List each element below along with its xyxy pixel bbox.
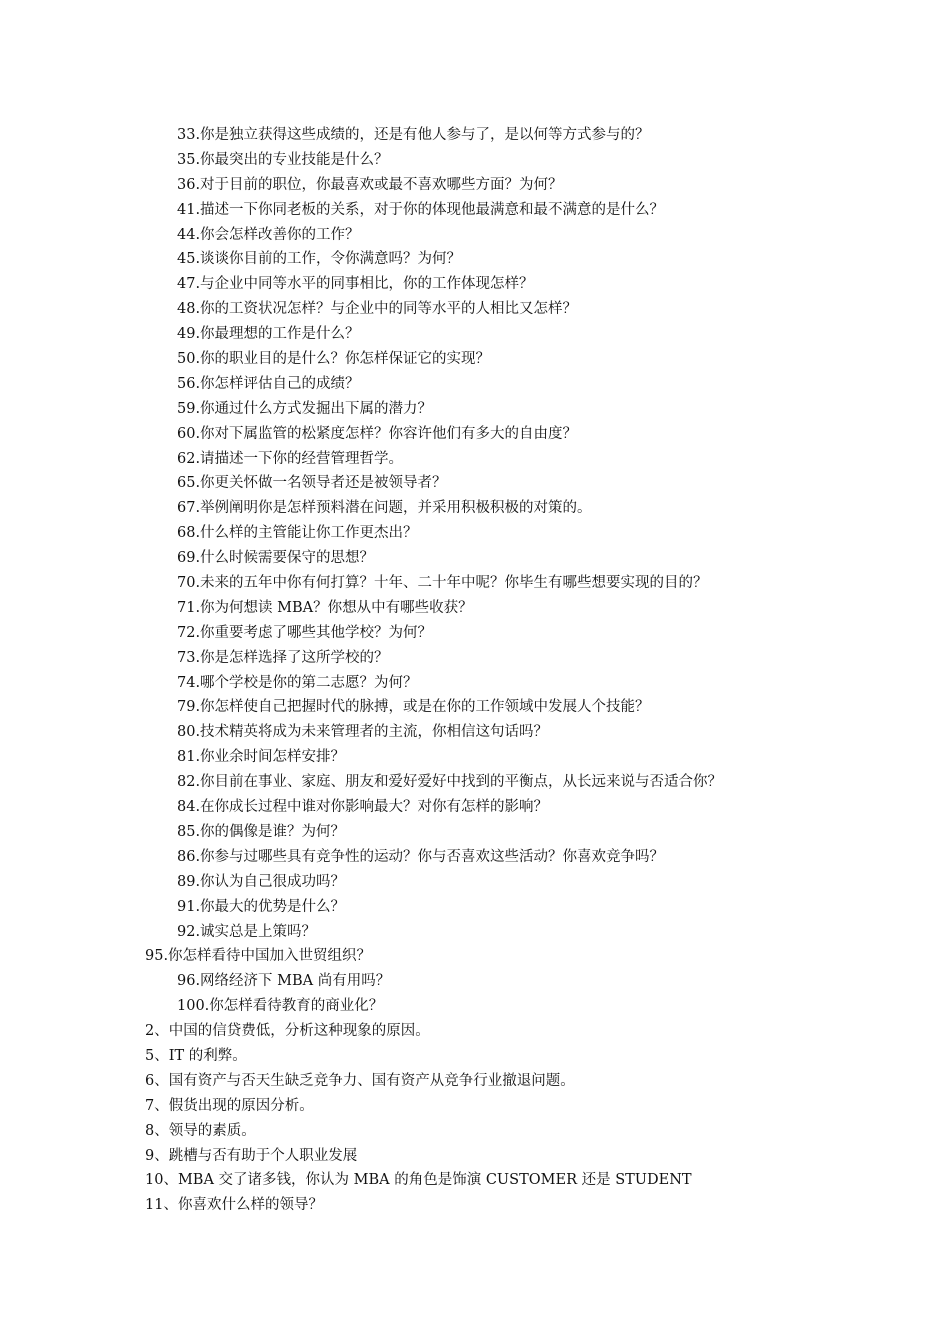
list-item: 59.你通过什么方式发掘出下属的潜力？ (177, 400, 433, 417)
list-item: 67.举例阐明你是怎样预料潜在问题，并采用积极积极的对策的。 (177, 500, 592, 517)
list-item: 71.你为何想读 MBA？你想从中有哪些收获？ (177, 599, 473, 616)
list-item: 96.网络经济下 MBA 尚有用吗？ (177, 973, 391, 990)
list-item: 70.未来的五年中你有何打算？十年、二十年中呢？你毕生有哪些想要实现的目的？ (177, 575, 708, 592)
list-item: 56.你怎样评估自己的成绩？ (177, 375, 360, 392)
list-item: 62.请描述一下你的经营管理哲学。 (177, 450, 404, 467)
list-item: 6、国有资产与否天生缺乏竞争力、国有资产从竞争行业撤退问题。 (145, 1072, 575, 1089)
list-item: 10、MBA 交了诸多钱，你认为 MBA 的角色是饰演 CUSTOMER 还是 STUDENT (145, 1172, 692, 1189)
list-item: 36.对于目前的职位，你最喜欢或最不喜欢哪些方面？为何？ (177, 176, 563, 193)
list-item: 47.与企业中同等水平的同事相比，你的工作体现怎样？ (177, 276, 534, 293)
list-item: 74.哪个学校是你的第二志愿？为何？ (177, 674, 418, 691)
list-item: 35.你最突出的专业技能是什么？ (177, 151, 389, 168)
list-item: 82.你目前在事业、家庭、朋友和爱好爱好中找到的平衡点，从长远来说与否适合你？ (177, 774, 723, 791)
list-item: 73.你是怎样选择了这所学校的？ (177, 649, 389, 666)
list-item: 33.你是独立获得这些成绩的，还是有他人参与了，是以何等方式参与的？ (177, 127, 650, 143)
list-item: 5、IT 的利弊。 (145, 1047, 247, 1064)
list-item: 50.你的职业目的是什么？你怎样保证它的实现？ (177, 351, 491, 368)
list-item: 45.谈谈你目前的工作，令你满意吗？为何？ (177, 251, 462, 268)
list-item: 69.什么时候需要保守的思想？ (177, 550, 375, 567)
list-item: 81.你业余时间怎样安排？ (177, 749, 346, 766)
list-item: 95.你怎样看待中国加入世贸组织？ (145, 948, 372, 965)
list-item: 92.诚实总是上策吗？ (177, 923, 317, 940)
list-item: 79.你怎样使自己把握时代的脉搏，或是在你的工作领域中发展人个技能？ (177, 699, 650, 716)
question-list (0, 123, 950, 1218)
list-item: 11、你喜欢什么样的领导？ (145, 1197, 323, 1214)
list-item: 84.在你成长过程中谁对你影响最大？对你有怎样的影响？ (177, 799, 549, 816)
list-item: 8、领导的素质。 (145, 1122, 256, 1139)
list-item: 85.你的偶像是谁？为何？ (177, 823, 346, 840)
list-item: 41.描述一下你同老板的关系，对于你的体现他最满意和最不满意的是什么？ (177, 201, 665, 218)
list-item: 49.你最理想的工作是什么？ (177, 326, 360, 343)
list-item: 72.你重要考虑了哪些其他学校？为何？ (177, 624, 433, 641)
list-item: 48.你的工资状况怎样？与企业中的同等水平的人相比又怎样？ (177, 301, 578, 318)
list-item: 7、假货出现的原因分析。 (145, 1097, 314, 1114)
list-item: 65.你更关怀做一名领导者还是被领导者？ (177, 475, 447, 492)
list-item: 60.你对下属监管的松紧度怎样？你容许他们有多大的自由度？ (177, 425, 578, 442)
list-item: 86.你参与过哪些具有竞争性的运动？你与否喜欢这些活动？你喜欢竞争吗？ (177, 848, 665, 865)
list-item: 2、中国的信贷费低，分析这种现象的原因。 (145, 1023, 430, 1040)
list-item: 91.你最大的优势是什么？ (177, 898, 346, 915)
list-item: 89.你认为自己很成功吗？ (177, 873, 346, 890)
list-item: 68.什么样的主管能让你工作更杰出？ (177, 525, 418, 542)
list-item: 100.你怎样看待教育的商业化？ (177, 998, 384, 1015)
list-item: 9、跳槽与否有助于个人职业发展 (145, 1147, 358, 1164)
list-item: 80.技术精英将成为未来管理者的主流，你相信这句话吗？ (177, 724, 549, 741)
list-item: 44.你会怎样改善你的工作？ (177, 226, 360, 243)
